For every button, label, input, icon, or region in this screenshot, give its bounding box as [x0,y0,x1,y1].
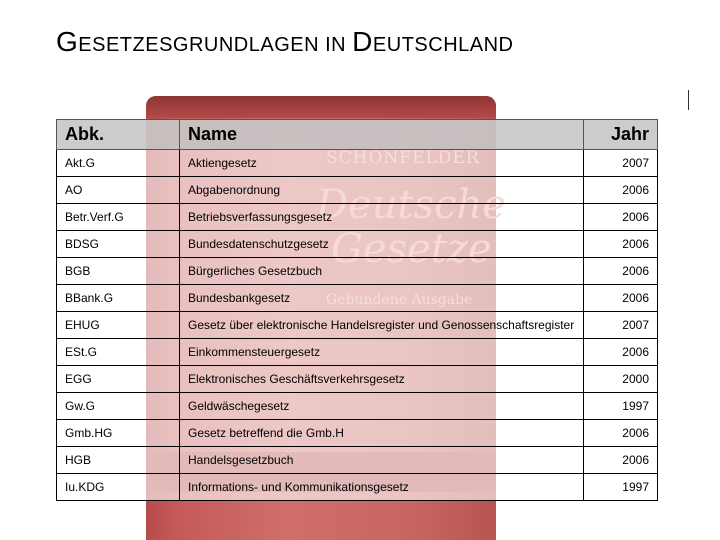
header-abbreviation: Abk. [57,120,180,150]
cell-year: 2006 [584,285,658,312]
cell-name: Informations- und Kommunikationsgesetz [180,474,584,501]
laws-table [56,119,658,501]
cell-name: Bürgerliches Gesetzbuch [180,258,584,285]
table-row [57,366,658,393]
cell-name: Gesetz über elektronische Handelsregister und Genossenschaftsregister [180,312,584,339]
cell-year: 2006 [584,339,658,366]
table-row [57,447,658,474]
cell-abbreviation: Gw.G [57,393,180,420]
table-row [57,474,658,501]
table-row [57,420,658,447]
cell-year: 2006 [584,258,658,285]
cell-name: Aktiengesetz [180,150,584,177]
cell-abbreviation: EHUG [57,312,180,339]
cell-name: Einkommensteuergesetz [180,339,584,366]
cell-abbreviation: BGB [57,258,180,285]
cell-year: 2000 [584,366,658,393]
table-row [57,312,658,339]
table-row [57,204,658,231]
cell-abbreviation: Akt.G [57,150,180,177]
slide-title [56,26,513,58]
cell-year: 2006 [584,420,658,447]
cell-year: 2006 [584,231,658,258]
cell-year: 1997 [584,474,658,501]
cell-abbreviation: BBank.G [57,285,180,312]
header-year: Jahr [584,120,658,150]
cell-abbreviation: Betr.Verf.G [57,204,180,231]
cell-year: 2006 [584,177,658,204]
cell-year: 1997 [584,393,658,420]
cell-abbreviation: AO [57,177,180,204]
cell-name: Abgabenordnung [180,177,584,204]
cell-year: 2006 [584,204,658,231]
header-name: Name [180,120,584,150]
table-header-row [57,120,658,150]
cell-name: Bundesbankgesetz [180,285,584,312]
table-row [57,177,658,204]
cell-name: Bundesdatenschutzgesetz [180,231,584,258]
cell-year: 2007 [584,150,658,177]
cell-abbreviation: Iu.KDG [57,474,180,501]
cell-year: 2006 [584,447,658,474]
table-row [57,231,658,258]
cell-abbreviation: EGG [57,366,180,393]
cell-year: 2007 [584,312,658,339]
cell-abbreviation: BDSG [57,231,180,258]
cell-name: Geldwäschegesetz [180,393,584,420]
table-row [57,285,658,312]
table-body [57,150,658,501]
cell-name: Betriebsverfassungsgesetz [180,204,584,231]
slide-title-part: D [352,26,373,57]
table-row [57,339,658,366]
slide-title-part: ESETZESGRUNDLAGEN IN [78,34,353,56]
cell-name: Gesetz betreffend die Gmb.H [180,420,584,447]
slide-title-part: G [56,26,79,57]
table-row [57,393,658,420]
table-row [57,150,658,177]
cell-name: Elektronisches Geschäftsverkehrsgesetz [180,366,584,393]
book-top-edge [146,96,496,118]
slide-title-part: EUTSCHLAND [372,34,514,56]
text-cursor-mark [688,90,689,110]
cell-abbreviation: Gmb.HG [57,420,180,447]
cell-abbreviation: HGB [57,447,180,474]
cell-abbreviation: ESt.G [57,339,180,366]
cell-name: Handelsgesetzbuch [180,447,584,474]
table-row [57,258,658,285]
